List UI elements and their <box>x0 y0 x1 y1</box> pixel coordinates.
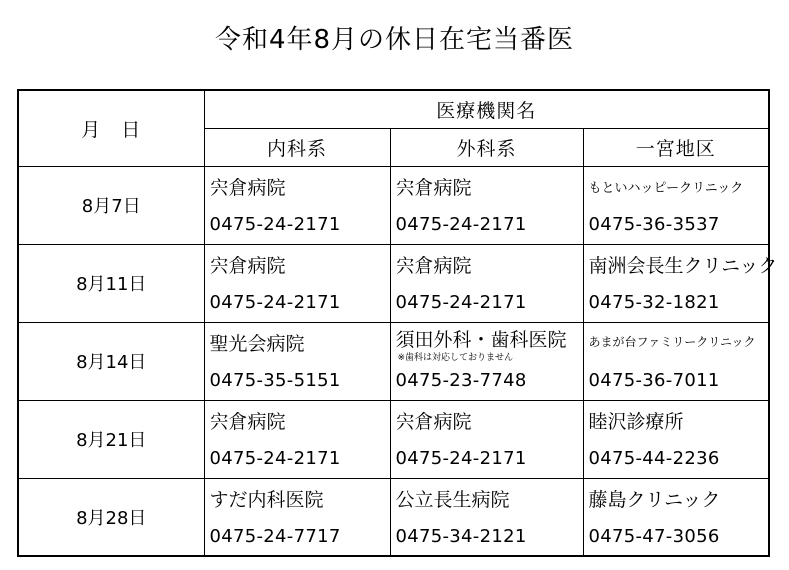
ichinomiya-cell <box>583 244 778 322</box>
ichinomiya-cell <box>583 322 769 400</box>
facility-phone: 0475-24-2171 <box>209 291 341 313</box>
facility-phone: 0475-24-2171 <box>395 213 527 235</box>
schedule-table-container <box>17 89 778 557</box>
facility-name: 聖光会病院 <box>209 332 305 355</box>
facility-name: 藤島クリニック <box>588 488 721 511</box>
facility-name: 須田外科・歯科医院 <box>395 328 567 351</box>
header-internal-medicine: 内科系 <box>204 128 390 166</box>
facility-phone: 0475-47-3056 <box>588 525 720 547</box>
facility-name: 宍倉病院 <box>395 176 472 199</box>
row-date: 8月11日 <box>18 244 204 322</box>
facility-name: あまが台ファミリークリニック <box>588 334 756 349</box>
facility-phone: 0475-24-2171 <box>209 447 341 469</box>
surgery-cell <box>390 244 583 322</box>
header-date: 月 日 <box>18 90 204 166</box>
internal-medicine-cell <box>204 400 390 478</box>
facility-name: 宍倉病院 <box>209 254 286 277</box>
facility-name: 南洲会長生クリニック <box>588 254 778 277</box>
facility-phone: 0475-35-5151 <box>209 369 341 391</box>
surgery-cell <box>390 478 583 556</box>
facility-name: 睦沢診療所 <box>588 410 684 433</box>
header-ichinomiya-area: 一宮地区 <box>583 128 769 166</box>
facility-phone: 0475-36-7011 <box>588 369 720 391</box>
facility-phone: 0475-34-2121 <box>395 525 527 547</box>
facility-phone: 0475-32-1821 <box>588 291 720 313</box>
row-date: 8月28日 <box>18 478 204 556</box>
surgery-cell <box>390 166 583 244</box>
table-row <box>18 166 769 244</box>
header-row-group <box>18 90 769 128</box>
facility-name: 宍倉病院 <box>209 410 286 433</box>
surgery-cell <box>390 400 583 478</box>
table-row <box>18 400 769 478</box>
facility-name: すだ内科医院 <box>209 488 324 511</box>
facility-phone: 0475-23-7748 <box>395 369 527 391</box>
table-row <box>18 244 769 322</box>
facility-phone: 0475-24-2171 <box>395 291 527 313</box>
header-surgery: 外科系 <box>390 128 583 166</box>
table-row <box>18 478 769 556</box>
page-title: 令和4年8月の休日在宅当番医 <box>214 25 575 55</box>
duty-doctor-table <box>17 89 778 557</box>
ichinomiya-cell <box>583 478 769 556</box>
table-row <box>18 322 769 400</box>
facility-phone: 0475-24-2171 <box>395 447 527 469</box>
facility-name: 宍倉病院 <box>395 410 472 433</box>
facility-phone: 0475-24-2171 <box>209 213 341 235</box>
internal-medicine-cell <box>204 322 390 400</box>
facility-phone: 0475-24-7717 <box>209 525 341 547</box>
internal-medicine-cell <box>204 166 390 244</box>
surgery-cell <box>390 322 583 400</box>
facility-name: もといハッピークリニック <box>588 180 744 196</box>
internal-medicine-cell <box>204 244 390 322</box>
facility-note: ※歯科は対応しておりません <box>397 352 514 363</box>
header-facility-name: 医療機関名 <box>204 90 769 128</box>
facility-name: 宍倉病院 <box>209 176 286 199</box>
facility-phone: 0475-44-2236 <box>588 447 720 469</box>
facility-phone: 0475-36-3537 <box>588 213 720 235</box>
ichinomiya-cell <box>583 166 769 244</box>
row-date: 8月14日 <box>18 322 204 400</box>
row-date: 8月7日 <box>18 166 204 244</box>
facility-name: 宍倉病院 <box>395 254 472 277</box>
ichinomiya-cell <box>583 400 769 478</box>
internal-medicine-cell <box>204 478 390 556</box>
facility-name: 公立長生病院 <box>395 488 510 511</box>
row-date: 8月21日 <box>18 400 204 478</box>
